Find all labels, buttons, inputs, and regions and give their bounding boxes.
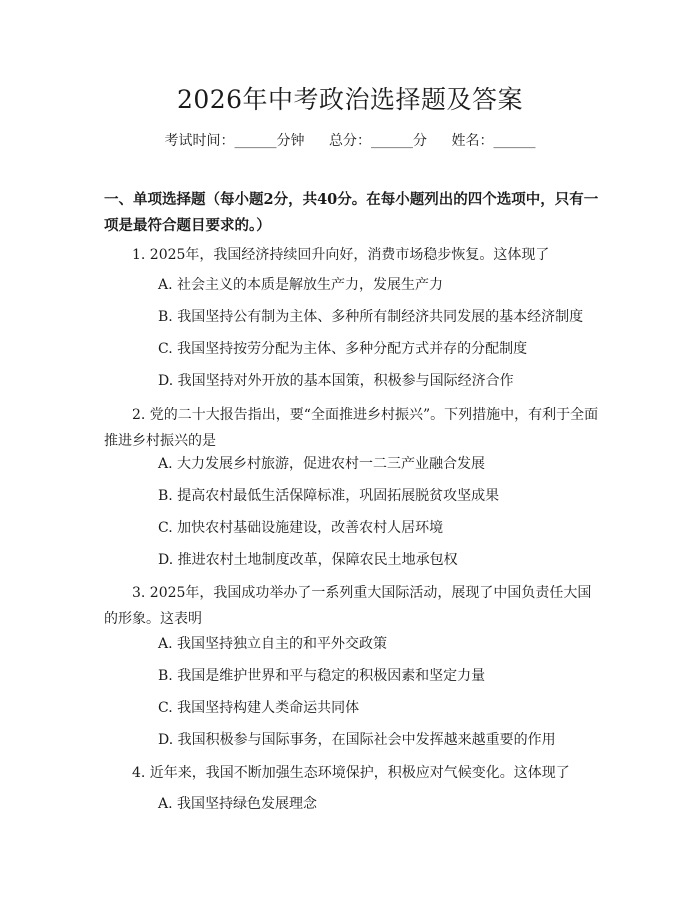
question-2-option-d: D. 推进农村土地制度改革，保障农民土地承包权 bbox=[158, 552, 458, 568]
question-1-option-b: B. 我国坚持公有制为主体、多种所有制经济共同发展的基本经济制度 bbox=[158, 309, 584, 325]
exam-meta bbox=[0, 130, 700, 150]
question-1-option-a: A. 社会主义的本质是解放生产力，发展生产力 bbox=[158, 277, 444, 293]
question-3-option-a: A. 我国坚持独立自主的和平外交政策 bbox=[158, 636, 388, 652]
question-2-stem: 2. 党的二十大报告指出，要“全面推进乡村振兴”。下列措施中，有利于全面推进乡村振兴的是 bbox=[104, 407, 599, 449]
question-4-option-a: A. 我国坚持绿色发展理念 bbox=[158, 796, 318, 812]
total-score-field: 总分：______分 bbox=[329, 133, 427, 149]
question-3-option-d: D. 我国积极参与国际事务，在国际社会中发挥越来越重要的作用 bbox=[158, 732, 556, 748]
question-3-option-b: B. 我国是维护世界和平与稳定的积极因素和坚定力量 bbox=[158, 668, 486, 684]
question-1-stem: 1. 2025年，我国经济持续回升向好，消费市场稳步恢复。这体现了 bbox=[132, 247, 550, 263]
question-4-stem: 4. 近年来，我国不断加强生态环境保护，积极应对气候变化。这体现了 bbox=[132, 765, 570, 781]
section-header: 一、单项选择题（每小题2分，共40分。在每小题列出的四个选项中，只有一项是最符合题目要求的。） bbox=[104, 191, 599, 234]
question-2-option-b: B. 提高农村最低生活保障标准，巩固拓展脱贫攻坚成果 bbox=[158, 488, 500, 504]
question-1-option-d: D. 我国坚持对外开放的基本国策，积极参与国际经济合作 bbox=[158, 373, 514, 389]
question-3-option-c: C. 我国坚持构建人类命运共同体 bbox=[158, 700, 360, 716]
question-2-option-a: A. 大力发展乡村旅游，促进农村一二三产业融合发展 bbox=[158, 456, 486, 472]
student-name-field: 姓名：______ bbox=[451, 133, 536, 149]
question-3-stem: 3. 2025年，我国成功举办了一系列重大国际活动，展现了中国负责任大国的形象。这表明 bbox=[104, 585, 592, 627]
exam-time-field: 考试时间：______分钟 bbox=[164, 133, 305, 149]
page-title: 2026年中考政治选择题及答案 bbox=[176, 85, 524, 114]
question-2-option-c: C. 加快农村基础设施建设，改善农村人居环境 bbox=[158, 520, 444, 536]
question-1-option-c: C. 我国坚持按劳分配为主体、多种分配方式并存的分配制度 bbox=[158, 341, 528, 357]
